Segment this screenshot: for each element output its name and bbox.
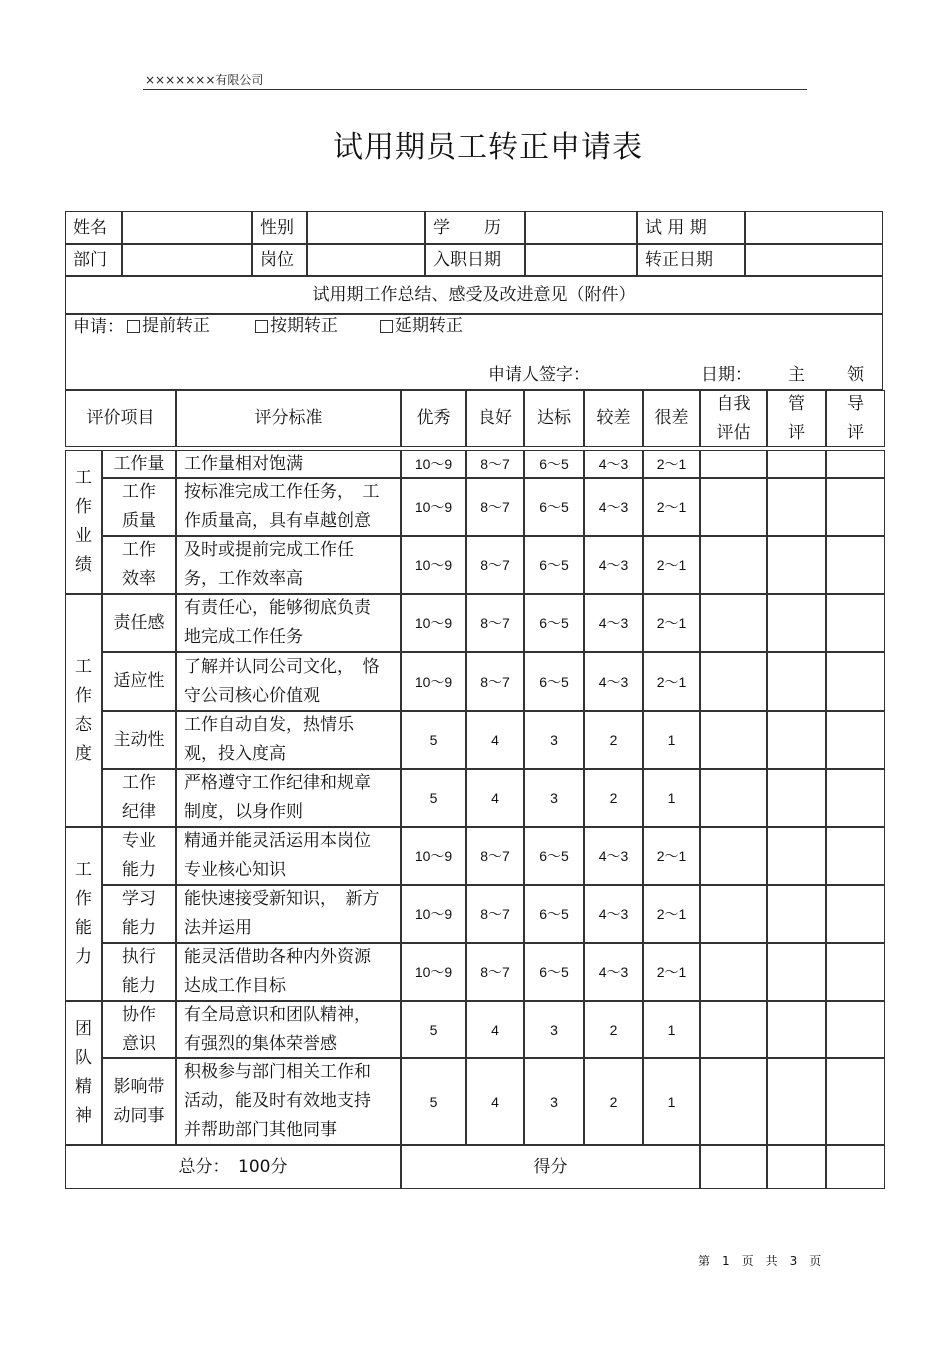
score-range: 2～1 — [656, 673, 687, 690]
option-checkbox-2[interactable] — [255, 320, 268, 333]
self-eval-header: 自我评估 — [716, 393, 751, 443]
option-label-1[interactable]: 提前转正 — [142, 316, 210, 336]
score-range: 10～9 — [414, 673, 453, 690]
score-range: 6～5 — [539, 964, 569, 980]
score-range: 4 — [491, 790, 499, 806]
dept-label: 部门 — [73, 250, 107, 270]
score-range: 8～7 — [480, 615, 510, 631]
self-eval-input[interactable] — [700, 478, 767, 536]
self-eval-input[interactable] — [700, 594, 767, 652]
manager-eval-input[interactable] — [767, 943, 826, 1001]
score-range: 2～1 — [656, 456, 687, 472]
score-range: 1 — [667, 790, 676, 806]
self-eval-input[interactable] — [700, 943, 767, 1001]
option-checkbox-1[interactable] — [127, 320, 140, 333]
criteria-text: 工作自动自发，热情乐观，投入度高 — [184, 715, 354, 764]
manager-eval-header: 管评 — [788, 393, 805, 443]
company-name: ×××××××有限公司 — [145, 73, 264, 87]
score-range: 2 — [609, 1021, 618, 1038]
manager-eval-input[interactable] — [767, 1001, 826, 1058]
leader-total-input[interactable] — [826, 1145, 885, 1189]
score-range: 2 — [609, 790, 618, 806]
score-range: 2～1 — [656, 557, 687, 573]
category-1-label: 工作业绩 — [75, 468, 92, 575]
score-range: 10～9 — [414, 557, 453, 573]
criteria-text: 有全局意识和团队精神，有强烈的集体荣誉感 — [184, 1004, 371, 1054]
education-field-cell[interactable] — [525, 211, 637, 244]
score-range: 2～1 — [656, 906, 687, 922]
position-field-cell[interactable] — [307, 244, 425, 276]
score-range: 2～1 — [656, 964, 687, 980]
option-label-2[interactable]: 按期转正 — [270, 316, 338, 336]
gender-field-cell[interactable] — [307, 211, 425, 244]
criteria-text: 及时或提前完成工作任务，工作效率高 — [184, 540, 354, 589]
score-range: 8～7 — [480, 964, 510, 980]
self-eval-input[interactable] — [700, 711, 767, 769]
self-eval-input[interactable] — [700, 1058, 767, 1145]
score-range: 1 — [667, 732, 676, 748]
item-label: 主动性 — [113, 729, 165, 750]
score-range: 4～3 — [598, 615, 629, 631]
manager-eval-input[interactable] — [767, 769, 826, 827]
score-range: 6～5 — [539, 456, 569, 472]
score-range: 2～1 — [656, 499, 687, 515]
category-4-label: 团队精神 — [75, 1019, 92, 1126]
score-range: 4～3 — [598, 673, 629, 690]
probation-label: 试 用 期 — [645, 217, 707, 238]
item-label: 影响带动同事 — [113, 1076, 165, 1126]
score-range: 4～3 — [598, 557, 629, 573]
manager-eval-input[interactable] — [767, 536, 826, 594]
score-range: 4～3 — [598, 848, 629, 864]
score-range: 4 — [491, 1021, 499, 1038]
excellent-header: 优秀 — [416, 408, 451, 428]
score-range: 10～9 — [414, 615, 453, 631]
score-range: 8～7 — [480, 906, 510, 922]
option-label-3[interactable]: 延期转正 — [395, 316, 463, 336]
criteria-text: 了解并认同公司文化， 恪守公司核心价值观 — [184, 656, 380, 706]
criteria-text: 能灵活借助各种内外资源达成工作目标 — [184, 947, 371, 996]
score-range: 6～5 — [539, 557, 569, 573]
application-prefix: 申请： — [73, 317, 124, 337]
score-range: 3 — [550, 790, 558, 806]
score-range: 6～5 — [539, 848, 569, 864]
score-range: 4～3 — [598, 456, 629, 472]
score-range: 8～7 — [480, 499, 510, 515]
probation-field-cell[interactable] — [745, 211, 883, 244]
score-range: 4 — [491, 1093, 499, 1110]
leader-eval-header: 导评 — [847, 393, 864, 443]
score-range: 8～7 — [480, 557, 510, 573]
criteria-text: 按标准完成工作任务， 工作质量高，具有卓越创意 — [184, 482, 380, 531]
education-label: 学 历 — [433, 217, 501, 238]
criteria-text: 有责任心，能够彻底负责地完成工作任务 — [184, 598, 371, 647]
manager-eval-input[interactable] — [767, 594, 826, 652]
option-checkbox-3[interactable] — [380, 320, 393, 333]
score-range: 2～1 — [656, 615, 687, 631]
header-divider — [143, 89, 807, 90]
score-range: 5 — [429, 1021, 438, 1038]
item-label: 学习能力 — [122, 889, 156, 938]
self-eval-input[interactable] — [700, 536, 767, 594]
item-label: 执行能力 — [122, 947, 156, 996]
position-label: 岗位 — [260, 250, 294, 270]
leader-eval-input[interactable] — [826, 536, 885, 594]
name-label: 姓名 — [73, 217, 107, 238]
hire-date-field-cell[interactable] — [525, 244, 637, 276]
score-range: 1 — [667, 1093, 676, 1110]
self-eval-input[interactable] — [700, 1001, 767, 1058]
score-range: 5 — [429, 732, 438, 748]
self-eval-input[interactable] — [700, 652, 767, 711]
manager-eval-input[interactable] — [767, 885, 826, 943]
gender-label: 性别 — [260, 217, 294, 238]
confirm-date-field-cell[interactable] — [745, 244, 883, 276]
self-eval-input[interactable] — [700, 769, 767, 827]
leader-eval-input[interactable] — [826, 1001, 885, 1058]
score-range: 6～5 — [539, 906, 569, 922]
very-poor-header: 很差 — [654, 408, 689, 428]
criteria-text: 能快速接受新知识， 新方法并运用 — [184, 889, 380, 938]
good-header: 良好 — [478, 408, 512, 428]
score-range: 4～3 — [598, 964, 629, 980]
leader-eval-input[interactable] — [826, 652, 885, 711]
score-range: 3 — [550, 732, 558, 748]
page-footer: 第 1 页 共 3 页 — [698, 1254, 822, 1268]
leader-eval-input[interactable] — [826, 711, 885, 769]
category-3-label: 工作能力 — [75, 860, 92, 967]
manager-eval-input[interactable] — [767, 652, 826, 711]
score-range: 2 — [609, 1093, 618, 1110]
self-eval-input[interactable] — [700, 827, 767, 885]
dept-field-cell[interactable] — [122, 244, 252, 276]
criteria-text: 严格遵守工作纪律和规章制度，以身作则 — [184, 773, 371, 822]
category-2-label: 工作态度 — [75, 656, 92, 764]
summary-label: 试用期工作总结、感受及改进意见（附件） — [312, 285, 636, 305]
item-label: 适应性 — [113, 671, 165, 691]
leader-eval-input[interactable] — [826, 450, 885, 478]
item-label: 专业能力 — [122, 831, 156, 880]
score-range: 10～9 — [414, 456, 453, 472]
item-label: 工作质量 — [122, 482, 156, 531]
manager-eval-input[interactable] — [767, 711, 826, 769]
leader-eval-input[interactable] — [826, 594, 885, 652]
manager-eval-input[interactable] — [767, 450, 826, 478]
criteria-header: 评分标准 — [254, 408, 323, 428]
leader-eval-input[interactable] — [826, 827, 885, 885]
hire-date-label: 入职日期 — [433, 250, 501, 270]
score-label: 得分 — [533, 1157, 568, 1177]
score-range: 3 — [550, 1021, 558, 1038]
leader-eval-input[interactable] — [826, 478, 885, 536]
score-range: 1 — [667, 1021, 676, 1038]
score-range: 5 — [429, 1093, 438, 1110]
score-range: 5 — [429, 790, 438, 806]
score-range: 2 — [609, 732, 618, 748]
leader-eval-input[interactable] — [826, 943, 885, 1001]
leader-eval-input[interactable] — [826, 1058, 885, 1145]
score-range: 10～9 — [414, 848, 453, 864]
score-range: 4 — [491, 732, 499, 748]
score-range: 8～7 — [480, 848, 510, 864]
score-range: 4～3 — [598, 906, 629, 922]
manager-eval-input[interactable] — [767, 1058, 826, 1145]
item-label: 工作效率 — [122, 540, 156, 589]
item-label: 工作纪律 — [122, 773, 156, 822]
page-title: 试用期员工转正申请表 — [333, 130, 643, 165]
criteria-text: 积极参与部门相关工作和活动，能及时有效地支持并帮助部门其他同事 — [184, 1062, 371, 1140]
criteria-text: 精通并能灵活运用本岗位专业核心知识 — [184, 831, 371, 880]
score-range: 8～7 — [480, 456, 510, 472]
self-eval-input[interactable] — [700, 450, 767, 478]
score-range: 10～9 — [414, 906, 453, 922]
leader-eval-input[interactable] — [826, 769, 885, 827]
item-label: 责任感 — [113, 612, 165, 633]
score-range: 4～3 — [598, 499, 629, 515]
date-label: 日期： — [701, 365, 752, 385]
score-range: 2～1 — [656, 848, 687, 864]
signature-label: 申请人签字： — [488, 365, 590, 385]
item-label: 协作意识 — [122, 1004, 156, 1054]
standard-header: 达标 — [537, 408, 571, 428]
self-eval-input[interactable] — [700, 885, 767, 943]
score-range: 8～7 — [480, 673, 510, 690]
leader-eval-input[interactable] — [826, 885, 885, 943]
score-range: 6～5 — [539, 499, 569, 515]
score-range: 3 — [550, 1093, 558, 1110]
item-header: 评价项目 — [86, 408, 155, 428]
poor-header: 较差 — [596, 408, 631, 428]
confirm-date-label: 转正日期 — [645, 250, 713, 270]
criteria-text: 工作量相对饱满 — [184, 453, 303, 474]
score-range: 6～5 — [539, 615, 569, 631]
manager-total-input[interactable] — [767, 1145, 826, 1189]
total-label: 总分： 100分 — [178, 1157, 288, 1177]
manager-eval-input[interactable] — [767, 478, 826, 536]
name-field-cell[interactable] — [122, 211, 252, 244]
score-range: 10～9 — [414, 499, 453, 515]
self-total-input[interactable] — [700, 1145, 767, 1189]
manager-eval-input[interactable] — [767, 827, 826, 885]
score-range: 10～9 — [414, 964, 453, 980]
score-range: 6～5 — [539, 673, 569, 690]
item-label: 工作量 — [113, 453, 165, 474]
